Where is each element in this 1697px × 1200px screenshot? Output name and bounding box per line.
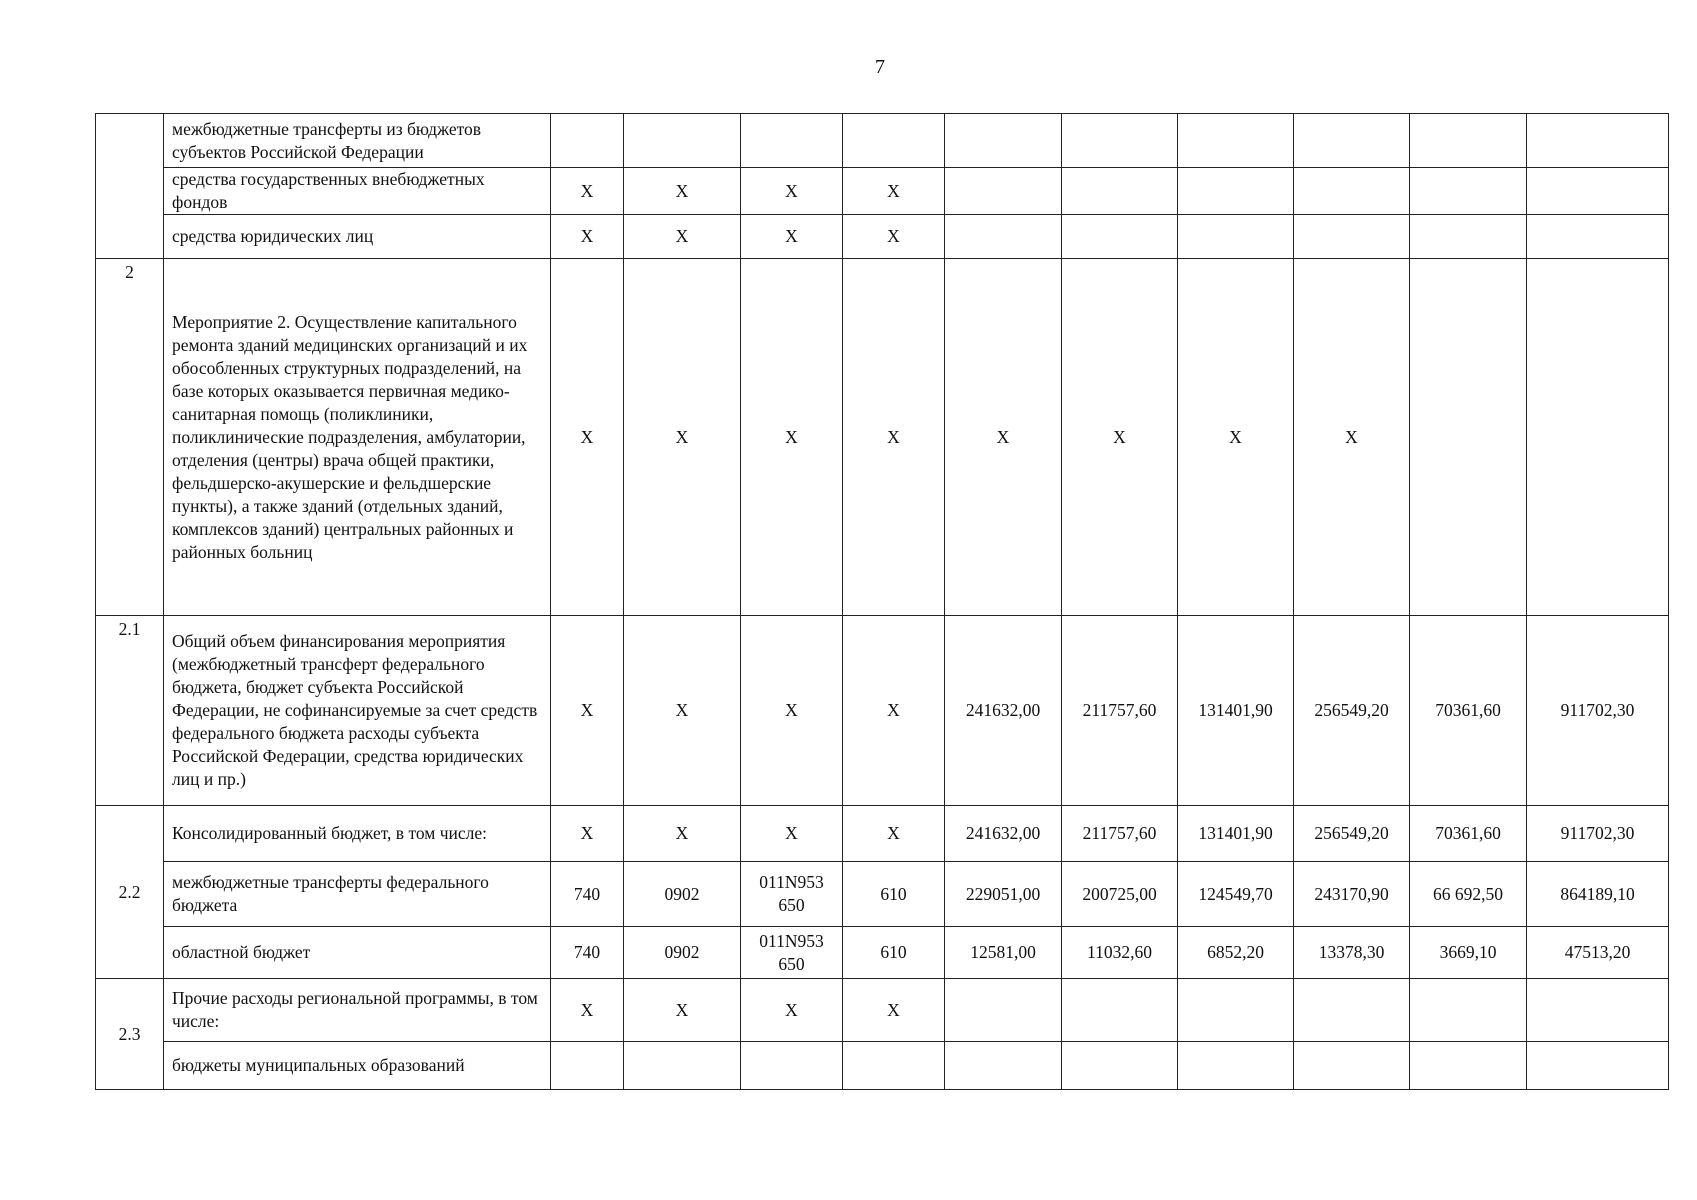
value-cell-col-10: 13378,30	[1294, 927, 1410, 979]
value-cell-col-10	[1294, 168, 1410, 215]
value-cell-col-11	[1410, 168, 1527, 215]
value-cell-col-4: Х	[624, 616, 741, 806]
value-cell-col-11: 66 692,50	[1410, 862, 1527, 927]
budget-table	[95, 113, 1669, 1090]
value-cell-col-11: 3669,10	[1410, 927, 1527, 979]
value-cell-col-6: Х	[843, 806, 945, 862]
value-cell-col-11: 70361,60	[1410, 806, 1527, 862]
value-cell-col-7: 12581,00	[945, 927, 1062, 979]
value-cell-col-3	[551, 1042, 624, 1090]
value-cell-col-12: 47513,20	[1527, 927, 1669, 979]
value-cell-col-3: Х	[551, 215, 624, 259]
value-cell-col-9	[1178, 114, 1294, 168]
value-cell-col-12	[1527, 259, 1669, 616]
value-cell-col-3: 740	[551, 927, 624, 979]
table-row	[96, 1042, 1669, 1090]
value-cell-col-8	[1062, 979, 1178, 1042]
row-description-cell: Консолидированный бюджет, в том числе:	[164, 806, 551, 862]
value-cell-col-4: 0902	[624, 862, 741, 927]
value-cell-col-5: Х	[741, 616, 843, 806]
value-cell-col-4: Х	[624, 259, 741, 616]
value-cell-col-3: 740	[551, 862, 624, 927]
table-row	[96, 806, 1669, 862]
value-cell-col-4: Х	[624, 979, 741, 1042]
value-cell-col-9: 131401,90	[1178, 616, 1294, 806]
value-cell-col-8: 211757,60	[1062, 616, 1178, 806]
value-cell-col-4	[624, 1042, 741, 1090]
value-cell-col-9	[1178, 215, 1294, 259]
row-description-cell: бюджеты муниципальных образований	[164, 1042, 551, 1090]
table-row	[96, 862, 1669, 927]
value-cell-col-7	[945, 168, 1062, 215]
value-cell-col-4: Х	[624, 168, 741, 215]
row-description-cell: межбюджетные трансферты федерального бюджета	[164, 862, 551, 927]
row-number-cell: 2.3	[96, 979, 164, 1090]
value-cell-col-12	[1527, 1042, 1669, 1090]
row-description-cell: межбюджетные трансферты из бюджетов субъектов Российской Федерации	[164, 114, 551, 168]
value-cell-col-7	[945, 114, 1062, 168]
value-cell-col-8: Х	[1062, 259, 1178, 616]
value-cell-col-5: Х	[741, 806, 843, 862]
value-cell-col-12	[1527, 979, 1669, 1042]
value-cell-col-6	[843, 114, 945, 168]
value-cell-col-6: Х	[843, 616, 945, 806]
page-number: 7	[875, 56, 885, 78]
row-description-cell: Мероприятие 2. Осуществление капитального ремонта зданий медицинских организаций и их обособленных структурных подразделений, на базе которых оказывается первичная медико-санитарная помощь (поликлиники, поликлинические подразделения, амбулатории, отделения (центры) врача общей практики, фельдшерско-акушерские и фельдшерские пункты), а также зданий (отдельных зданий, комплексов зданий) центральных районных и районных больниц	[164, 259, 551, 616]
table-row	[96, 259, 1669, 616]
value-cell-col-8: 200725,00	[1062, 862, 1178, 927]
value-cell-col-7: Х	[945, 259, 1062, 616]
value-cell-col-3: Х	[551, 979, 624, 1042]
row-description-cell: средства государственных внебюджетных фондов	[164, 168, 551, 215]
value-cell-col-3	[551, 114, 624, 168]
value-cell-col-5: Х	[741, 215, 843, 259]
value-cell-col-3: Х	[551, 616, 624, 806]
row-number-cell	[96, 114, 164, 259]
value-cell-col-10	[1294, 1042, 1410, 1090]
value-cell-col-12: 864189,10	[1527, 862, 1669, 927]
table-row	[96, 168, 1669, 215]
table-row	[96, 215, 1669, 259]
value-cell-col-7: 241632,00	[945, 806, 1062, 862]
value-cell-col-12: 911702,30	[1527, 616, 1669, 806]
value-cell-col-5: 011N953 650	[741, 927, 843, 979]
value-cell-col-8	[1062, 215, 1178, 259]
value-cell-col-4	[624, 114, 741, 168]
value-cell-col-6	[843, 1042, 945, 1090]
table-row	[96, 979, 1669, 1042]
value-cell-col-5: Х	[741, 168, 843, 215]
value-cell-col-7	[945, 215, 1062, 259]
value-cell-col-12: 911702,30	[1527, 806, 1669, 862]
value-cell-col-8	[1062, 1042, 1178, 1090]
value-cell-col-6: 610	[843, 927, 945, 979]
value-cell-col-11	[1410, 979, 1527, 1042]
value-cell-col-11: 70361,60	[1410, 616, 1527, 806]
value-cell-col-11	[1410, 1042, 1527, 1090]
value-cell-col-10: 256549,20	[1294, 616, 1410, 806]
value-cell-col-6: 610	[843, 862, 945, 927]
value-cell-col-5	[741, 1042, 843, 1090]
value-cell-col-6: Х	[843, 215, 945, 259]
row-description-cell: Общий объем финансирования мероприятия (межбюджетный трансферт федерального бюджета, бюджет субъекта Российской Федерации, не софинансируемые за счет средств федерального бюджета расходы субъекта Российской Федерации, средства юридических лиц и пр.)	[164, 616, 551, 806]
row-description-cell: Прочие расходы региональной программы, в том числе:	[164, 979, 551, 1042]
value-cell-col-9: 6852,20	[1178, 927, 1294, 979]
value-cell-col-9: Х	[1178, 259, 1294, 616]
row-number-cell: 2.2	[96, 806, 164, 979]
value-cell-col-11	[1410, 215, 1527, 259]
row-number-cell: 2	[96, 259, 164, 616]
table-row	[96, 927, 1669, 979]
value-cell-col-6: Х	[843, 168, 945, 215]
value-cell-col-10: 243170,90	[1294, 862, 1410, 927]
value-cell-col-3: Х	[551, 806, 624, 862]
value-cell-col-10: Х	[1294, 259, 1410, 616]
row-description-cell: средства юридических лиц	[164, 215, 551, 259]
value-cell-col-10	[1294, 979, 1410, 1042]
value-cell-col-12	[1527, 168, 1669, 215]
value-cell-col-7	[945, 1042, 1062, 1090]
value-cell-col-3: Х	[551, 168, 624, 215]
table-row	[96, 114, 1669, 168]
value-cell-col-6: Х	[843, 979, 945, 1042]
value-cell-col-8: 211757,60	[1062, 806, 1178, 862]
value-cell-col-8: 11032,60	[1062, 927, 1178, 979]
value-cell-col-5	[741, 114, 843, 168]
value-cell-col-3: Х	[551, 259, 624, 616]
value-cell-col-12	[1527, 114, 1669, 168]
value-cell-col-9	[1178, 979, 1294, 1042]
value-cell-col-7: 241632,00	[945, 616, 1062, 806]
table-row	[96, 616, 1669, 806]
value-cell-col-6: Х	[843, 259, 945, 616]
value-cell-col-9	[1178, 1042, 1294, 1090]
value-cell-col-9: 124549,70	[1178, 862, 1294, 927]
value-cell-col-5: Х	[741, 979, 843, 1042]
value-cell-col-11	[1410, 259, 1527, 616]
value-cell-col-8	[1062, 168, 1178, 215]
row-description-cell: областной бюджет	[164, 927, 551, 979]
value-cell-col-11	[1410, 114, 1527, 168]
row-number-cell: 2.1	[96, 616, 164, 806]
value-cell-col-7	[945, 979, 1062, 1042]
value-cell-col-4: 0902	[624, 927, 741, 979]
value-cell-col-12	[1527, 215, 1669, 259]
value-cell-col-4: Х	[624, 806, 741, 862]
value-cell-col-5: Х	[741, 259, 843, 616]
value-cell-col-4: Х	[624, 215, 741, 259]
value-cell-col-10: 256549,20	[1294, 806, 1410, 862]
value-cell-col-10	[1294, 114, 1410, 168]
value-cell-col-8	[1062, 114, 1178, 168]
value-cell-col-7: 229051,00	[945, 862, 1062, 927]
value-cell-col-5: 011N953 650	[741, 862, 843, 927]
value-cell-col-9	[1178, 168, 1294, 215]
value-cell-col-10	[1294, 215, 1410, 259]
table-body	[96, 114, 1669, 1090]
value-cell-col-9: 131401,90	[1178, 806, 1294, 862]
